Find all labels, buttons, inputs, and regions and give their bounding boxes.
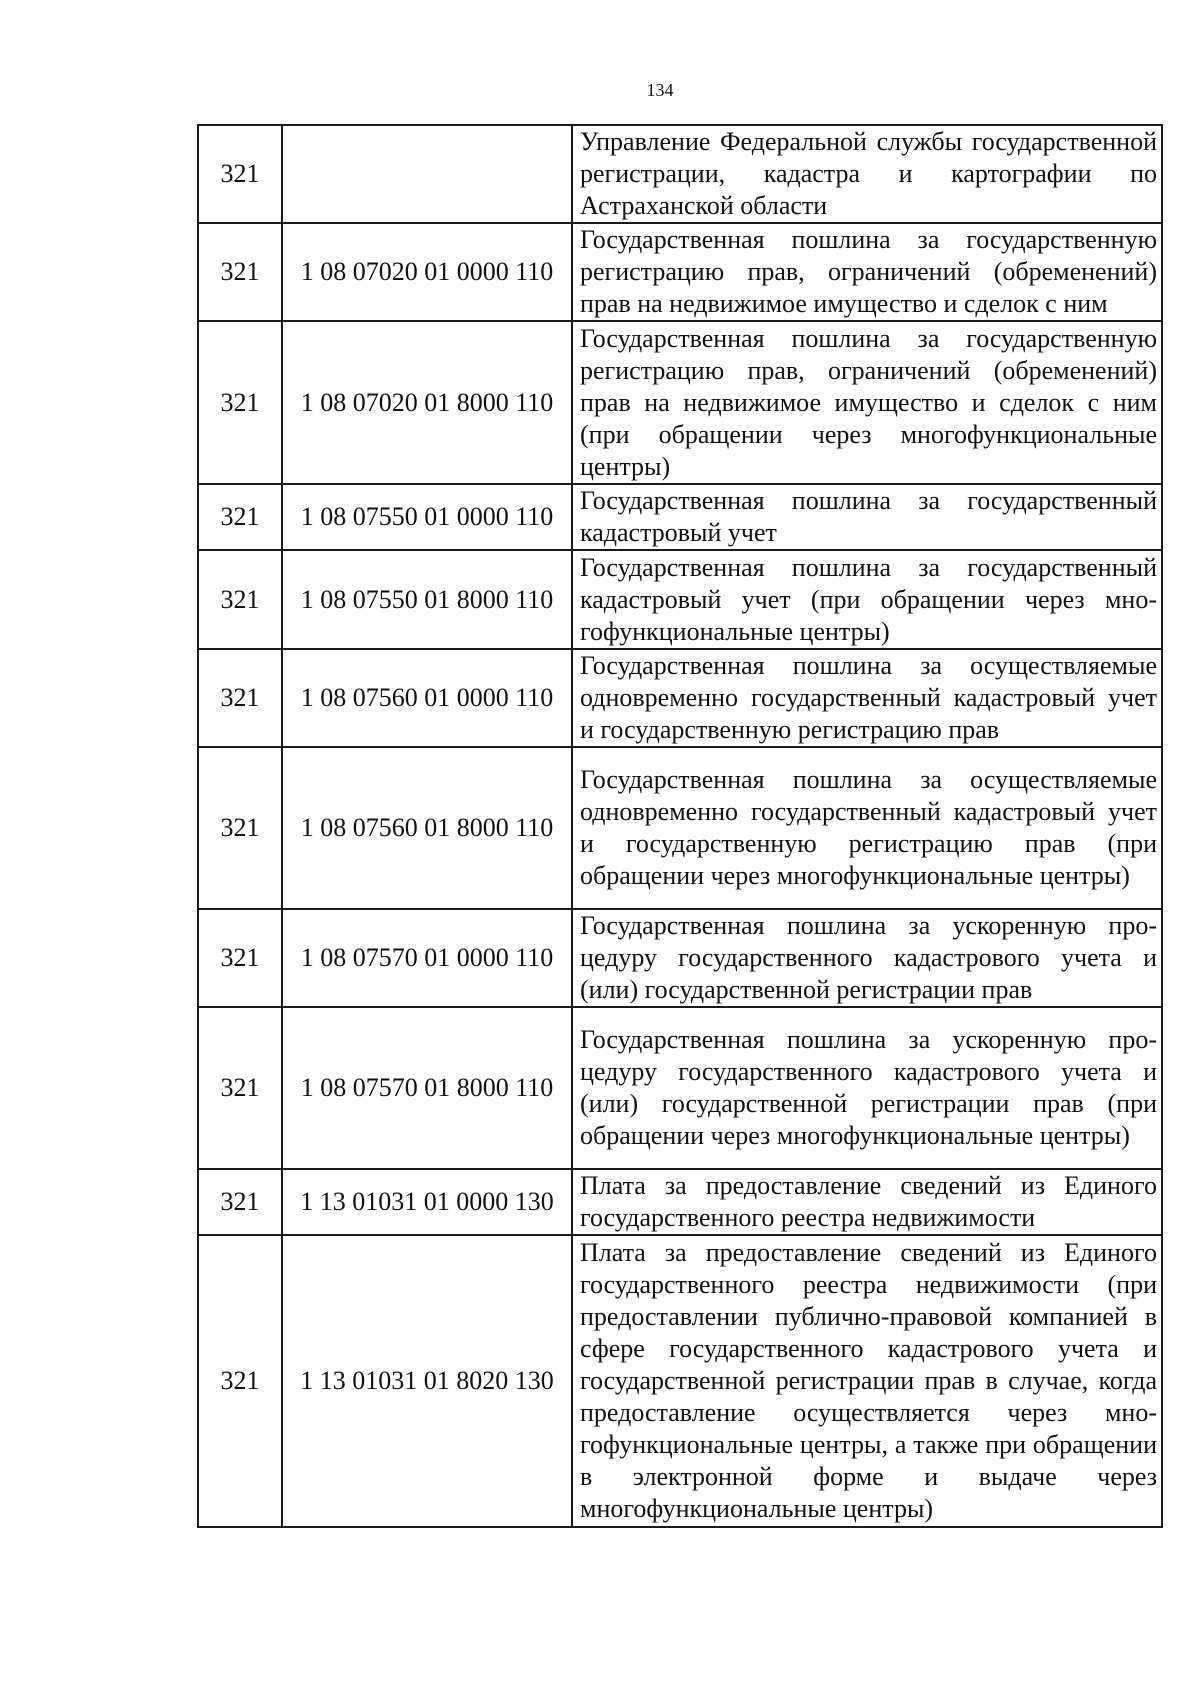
table-row xyxy=(198,550,1162,649)
admin-code-cell: 321 xyxy=(198,550,282,649)
revenue-name-cell: Государственная пошлина за государственный кадастровый учет (при обращении через многофункциональные центры) xyxy=(572,550,1162,649)
revenue-name-cell: Государственная пошлина за ускоренную процедуру государственного кадастрового учета и (или) государственной регистрации прав xyxy=(572,909,1162,1007)
revenue-code-cell: 1 08 07020 01 8000 110 xyxy=(282,321,572,484)
revenue-code-cell: 1 13 01031 01 8020 130 xyxy=(282,1235,572,1527)
revenue-code-cell: 1 08 07560 01 8000 110 xyxy=(282,747,572,909)
revenue-code-cell: 1 08 07570 01 8000 110 xyxy=(282,1007,572,1169)
table-row xyxy=(198,1235,1162,1527)
admin-code-cell: 321 xyxy=(198,484,282,550)
revenue-code-cell: 1 08 07550 01 8000 110 xyxy=(282,550,572,649)
table-row xyxy=(198,321,1162,484)
table-row xyxy=(198,649,1162,747)
table-row xyxy=(198,909,1162,1007)
admin-code-cell: 321 xyxy=(198,909,282,1007)
admin-code-cell: 321 xyxy=(198,1169,282,1235)
table-row xyxy=(198,1007,1162,1169)
table-row xyxy=(198,125,1162,223)
admin-code-cell: 321 xyxy=(198,321,282,484)
revenue-name-cell: Плата за предоставление сведений из Единого государственного реестра недвижимости (при предоставлении публично-правовой компанией в сфере государственного кадастрового учета и государственной регистрации прав в случае, когда предоставление осуществляется через многофункциональные центры, а также при обращении в электронной форме и выдаче через многофункциональные центры) xyxy=(572,1235,1162,1527)
revenue-name-cell: Управление Федеральной службы государственной регистрации, кадастра и картографии по Астраханской области xyxy=(572,125,1162,223)
revenue-codes-table xyxy=(197,124,1163,1528)
admin-code-cell: 321 xyxy=(198,125,282,223)
revenue-name-cell: Плата за предоставление сведений из Единого государственного реестра недвижимости xyxy=(572,1169,1162,1235)
revenue-code-cell: 1 08 07020 01 0000 110 xyxy=(282,223,572,321)
revenue-name-cell: Государственная пошлина за государственную регистрацию прав, ограничений (обременений) прав на недвижимое имущество и сделок с ним xyxy=(572,223,1162,321)
admin-code-cell: 321 xyxy=(198,649,282,747)
table-row xyxy=(198,484,1162,550)
revenue-name-cell: Государственная пошлина за государственный кадастровый учет xyxy=(572,484,1162,550)
page-number: 134 xyxy=(646,80,674,100)
table-row xyxy=(198,1169,1162,1235)
admin-code-cell: 321 xyxy=(198,747,282,909)
revenue-code-cell: 1 08 07570 01 0000 110 xyxy=(282,909,572,1007)
revenue-code-cell xyxy=(282,125,572,223)
admin-code-cell: 321 xyxy=(198,223,282,321)
revenue-name-cell: Государственная пошлина за государственную регистрацию прав, ограничений (обременений) прав на недвижимое имущество и сделок с ним (при обращении через многофункциональные центры) xyxy=(572,321,1162,484)
admin-code-cell: 321 xyxy=(198,1235,282,1527)
revenue-name-cell: Государственная пошлина за осуществляемые одновременно государственный кадастровый учет и государственную регистрацию прав xyxy=(572,649,1162,747)
admin-code-cell: 321 xyxy=(198,1007,282,1169)
table-row xyxy=(198,223,1162,321)
revenue-code-cell: 1 08 07550 01 0000 110 xyxy=(282,484,572,550)
revenue-name-cell: Государственная пошлина за осуществляемые одновременно государственный кадастровый учет и государственную регистрацию прав (при обращении через многофункциональные центры) xyxy=(572,747,1162,909)
revenue-code-cell: 1 08 07560 01 0000 110 xyxy=(282,649,572,747)
revenue-code-cell: 1 13 01031 01 0000 130 xyxy=(282,1169,572,1235)
revenue-name-cell: Государственная пошлина за ускоренную процедуру государственного кадастрового учета и (или) государственной регистрации прав (при обращении через многофункциональные центры) xyxy=(572,1007,1162,1169)
table-row xyxy=(198,747,1162,909)
